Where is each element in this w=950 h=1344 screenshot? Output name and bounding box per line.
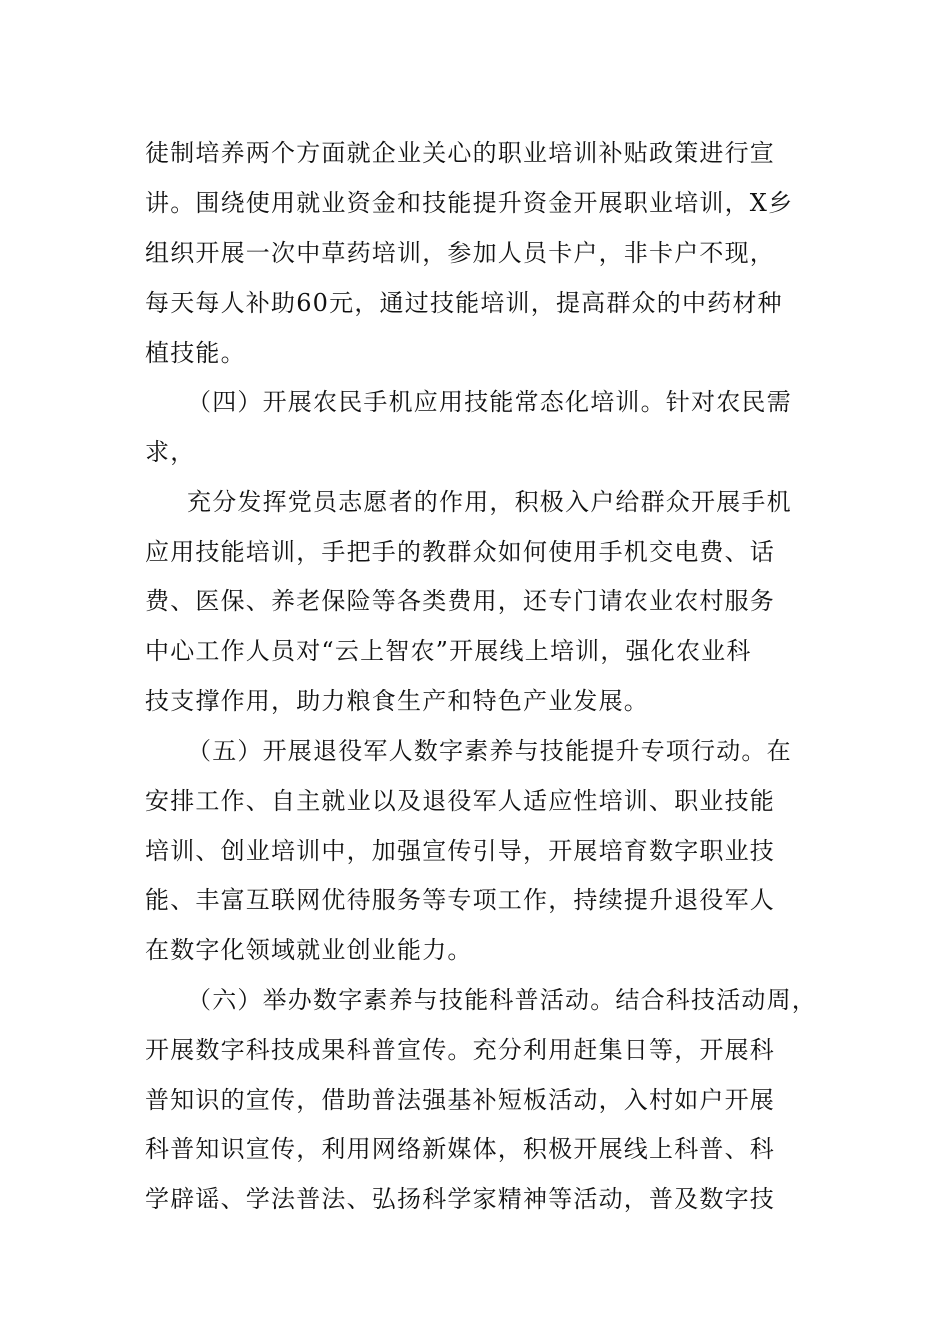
text-line: 普知识的宣传，借助普法强基补短板活动，入村如户开展 [145, 1086, 775, 1114]
text-line: 安排工作、自主就业以及退役军人适应性培训、职业技能 [145, 787, 775, 815]
text-line: 能、丰富互联网优待服务等专项工作，持续提升退役军人 [145, 886, 775, 914]
text-line: 在数字化领域就业创业能力。 [145, 936, 473, 964]
section-heading-line: （五）开展退役军人数字素养与技能提升专项行动。在 [187, 737, 792, 765]
text-line: 科普知识宣传，利用网络新媒体，积极开展线上科普、科 [145, 1135, 775, 1163]
text-line: 组织开展一次中草药培训，参加人员卡户，非卡户不现， [145, 239, 775, 267]
text-line: 应用技能培训，手把手的教群众如何使用手机交电费、话 [145, 538, 775, 566]
text-line: 培训、创业培训中，加强宣传引导，开展培育数字职业技 [145, 837, 775, 865]
text-line: 求， [145, 438, 196, 466]
section-heading-line: （六）举办数字素养与技能科普活动。结合科技活动周， [187, 986, 817, 1014]
text-line: 开展数字科技成果科普宣传。充分利用赶集日等，开展科 [145, 1036, 775, 1064]
text-line: 徒制培养两个方面就企业关心的职业培训补贴政策进行宣 [145, 139, 775, 167]
text-line: 讲。围绕使用就业资金和技能提升资金开展职业培训，X乡 [145, 189, 794, 217]
text-line: 费、医保、养老保险等各类费用，还专门请农业农村服务 [145, 587, 775, 615]
text-line: 中心工作人员对“云上智农”开展线上培训，强化农业科 [145, 637, 752, 665]
section-heading-line: （四）开展农民手机应用技能常态化培训。针对农民需 [187, 388, 792, 416]
text-line: 每天每人补助60元，通过技能培训，提高群众的中药材种 [145, 289, 783, 317]
text-line: 植技能。 [145, 339, 246, 367]
text-line: 学辟谣、学法普法、弘扬科学家精神等活动，普及数字技 [145, 1185, 775, 1213]
text-line: 技支撑作用，助力粮食生产和特色产业发展。 [145, 687, 649, 715]
text-line: 充分发挥党员志愿者的作用，积极入户给群众开展手机 [187, 488, 792, 516]
